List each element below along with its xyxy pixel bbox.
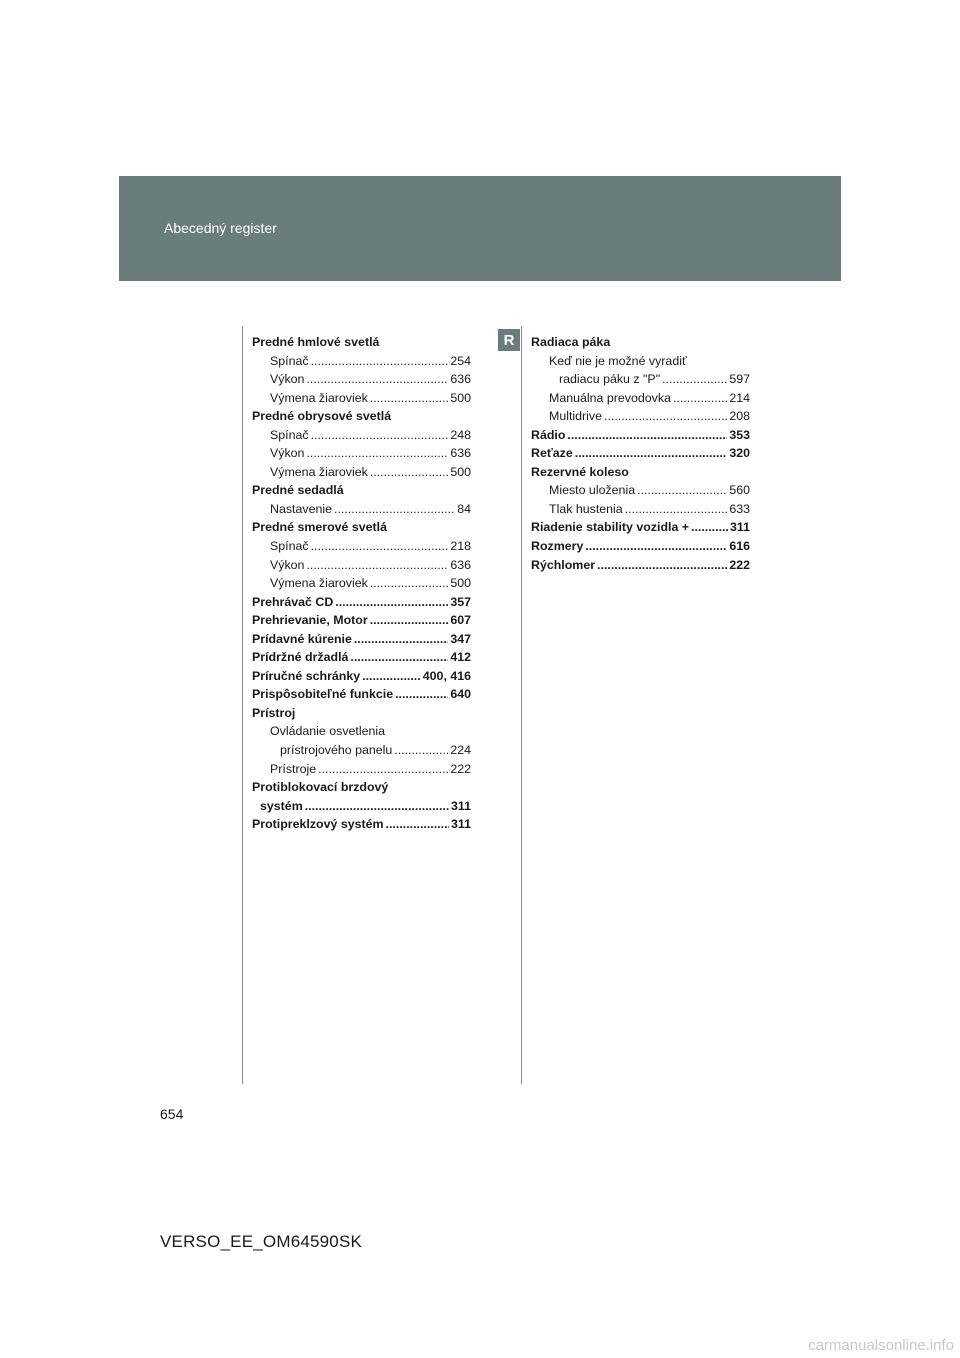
index-entry-page: 636 (450, 446, 471, 461)
index-entry-page: 248 (450, 427, 471, 442)
leader-dots (305, 797, 449, 816)
index-entry-page: 208 (729, 409, 750, 424)
index-entry (252, 389, 471, 408)
index-entry-text: Prístroj (252, 705, 296, 720)
index-entry-page: 84 (457, 501, 471, 516)
index-entry-page: 353 (729, 427, 750, 442)
index-entry-text: Spínač (270, 353, 309, 368)
index-entry-page: 320 (729, 446, 750, 461)
index-entry (531, 426, 750, 445)
middle-column-rule (521, 326, 522, 1084)
leader-dots (637, 481, 727, 500)
leader-dots (370, 389, 449, 408)
index-entry-page: 222 (450, 761, 471, 776)
leader-dots (311, 537, 449, 556)
index-entry-text: Protipreklzový systém (252, 817, 384, 832)
index-entry-text: Rýchlomer (531, 557, 596, 572)
leader-dots (662, 370, 727, 389)
index-entry (531, 389, 750, 408)
index-entry-text: Predné obrysové svetlá (252, 409, 392, 424)
index-entry (531, 370, 750, 389)
leader-dots (318, 760, 448, 779)
index-entry-page: 357 (450, 594, 471, 609)
index-entry (531, 444, 750, 463)
index-entry-page: 597 (729, 372, 750, 387)
index-entry (252, 648, 471, 667)
index-entry (531, 333, 750, 352)
index-entry (531, 500, 750, 519)
index-entry-text: Multidrive (549, 409, 603, 424)
leader-dots (625, 500, 728, 519)
index-entry (252, 444, 471, 463)
index-entry (252, 593, 471, 612)
index-entry (252, 722, 471, 741)
index-entry-text: Výmena žiaroviek (270, 390, 368, 405)
index-entry-page: 500 (450, 390, 471, 405)
section-title: Abecedný register (164, 220, 277, 236)
index-entry (252, 481, 471, 500)
index-entry (252, 537, 471, 556)
index-entry (252, 500, 471, 519)
index-entry-text: Keď nie je možné vyradiť (549, 353, 687, 368)
index-entry (531, 463, 750, 482)
leader-dots (370, 574, 449, 593)
leader-dots (354, 630, 448, 649)
leader-dots (386, 815, 449, 834)
page-number: 654 (160, 1106, 184, 1122)
index-entry (531, 481, 750, 500)
leader-dots (370, 611, 449, 630)
index-entry (252, 630, 471, 649)
index-entry-page: 347 (450, 631, 471, 646)
leader-dots (604, 407, 727, 426)
index-entry-text: Rezervné koleso (531, 464, 629, 479)
index-entry-text: Výkon (270, 446, 305, 461)
index-entry-page: 254 (450, 353, 471, 368)
index-entry-text: Predné sedadlá (252, 483, 344, 498)
index-entry-text: Nastavenie (270, 501, 332, 516)
document-code: VERSO_EE_OM64590SK (160, 1232, 363, 1251)
leader-dots (585, 537, 727, 556)
index-entry-text: Prístroje (270, 761, 317, 776)
leader-dots (370, 463, 449, 482)
index-entry-text: Riadenie stability vozidla + (531, 520, 690, 535)
index-entry-page: 311 (451, 798, 471, 813)
index-entry-text: radiacu páku z "P" (559, 372, 661, 387)
leader-dots (567, 426, 727, 445)
index-letter-tab: R (498, 329, 520, 351)
index-entry-page: 400, 416 (422, 668, 471, 683)
index-entry (252, 667, 471, 686)
index-entry-text: Prehrievanie, Motor (252, 613, 368, 628)
index-entry-text: Radiaca páka (531, 335, 611, 349)
leader-dots (673, 389, 727, 408)
index-entry-text: Miesto uloženia (549, 483, 636, 498)
index-entry (531, 537, 750, 556)
index-entry-text: Prídržné držadlá (252, 650, 349, 665)
index-entry-text: Rozmery (531, 539, 584, 554)
index-entry-text: Príručné schránky (252, 668, 361, 683)
index-entry (252, 518, 471, 537)
index-entry (531, 352, 750, 371)
leader-dots (597, 556, 727, 575)
index-entry-text: Predné hmlové svetlá (252, 335, 380, 349)
index-entry (252, 407, 471, 426)
index-entry-text: Výkon (270, 372, 305, 387)
leader-dots (334, 500, 455, 519)
index-entry (252, 370, 471, 389)
leader-dots (394, 741, 448, 760)
index-entry-text: prístrojového panelu (280, 743, 393, 758)
leader-dots (362, 667, 421, 686)
header-band (119, 176, 841, 281)
index-column-right (531, 333, 750, 574)
index-entry (252, 352, 471, 371)
index-entry-page: 500 (450, 464, 471, 479)
index-entry-page: 560 (729, 483, 750, 498)
index-entry-page: 218 (450, 539, 471, 554)
leader-dots (335, 593, 448, 612)
index-entry (531, 407, 750, 426)
leader-dots (311, 426, 449, 445)
index-entry-page: 214 (729, 390, 750, 405)
index-entry (252, 611, 471, 630)
index-entry-page: 633 (729, 501, 750, 516)
index-entry-text: Prídavné kúrenie (252, 631, 352, 646)
index-entry (252, 574, 471, 593)
index-entry (252, 704, 471, 723)
index-entry-page: 616 (729, 539, 750, 554)
watermark: carmanualsonline.info (808, 1337, 954, 1354)
index-entry (252, 685, 471, 704)
index-entry (252, 778, 471, 797)
index-entry (531, 556, 750, 575)
leader-dots (311, 352, 449, 371)
index-entry-page: 222 (729, 557, 750, 572)
index-entry-text: Protiblokovací brzdový (252, 780, 389, 795)
index-entry-page: 500 (450, 576, 471, 591)
index-entry (531, 518, 750, 537)
index-entry-text: Rádio (531, 427, 566, 442)
leader-dots (575, 444, 728, 463)
leader-dots (395, 685, 448, 704)
index-entry-text: Predné smerové svetlá (252, 520, 387, 535)
index-entry-page: 224 (450, 743, 471, 758)
index-entry (252, 556, 471, 575)
index-entry-page: 636 (450, 557, 471, 572)
index-entry-text: Spínač (270, 427, 309, 442)
index-entry (252, 760, 471, 779)
index-entry (252, 741, 471, 760)
index-entry (252, 815, 471, 834)
leader-dots (306, 556, 448, 575)
index-entry-page: 311 (451, 817, 471, 832)
index-entry-text: Prispôsobiteľné funkcie (252, 687, 394, 702)
leader-dots (306, 444, 448, 463)
index-entry-text: Výmena žiaroviek (270, 576, 368, 591)
index-entry-text: systém (260, 798, 303, 813)
index-entry (252, 463, 471, 482)
index-entry-text: Tlak hustenia (549, 501, 623, 516)
index-entry-text: Ovládanie osvetlenia (270, 724, 386, 739)
left-column-rule (242, 326, 243, 1084)
leader-dots (306, 370, 448, 389)
index-entry (252, 426, 471, 445)
index-entry-text: Manuálna prevodovka (549, 390, 671, 405)
index-entry-page: 636 (450, 372, 471, 387)
index-entry-page: 640 (450, 687, 471, 702)
index-entry-text: Výmena žiaroviek (270, 464, 368, 479)
index-entry-page: 311 (730, 520, 750, 535)
index-entry-page: 607 (450, 613, 471, 628)
index-entry (252, 797, 471, 816)
index-entry-text: Spínač (270, 539, 309, 554)
index-entry-page: 412 (450, 650, 471, 665)
index-entry-text: Výkon (270, 557, 305, 572)
index-entry-text: Reťaze (531, 446, 573, 461)
index-entry (252, 333, 471, 352)
index-column-left (252, 333, 471, 834)
leader-dots (691, 518, 728, 537)
leader-dots (350, 648, 448, 667)
index-entry-text: Prehrávač CD (252, 594, 334, 609)
